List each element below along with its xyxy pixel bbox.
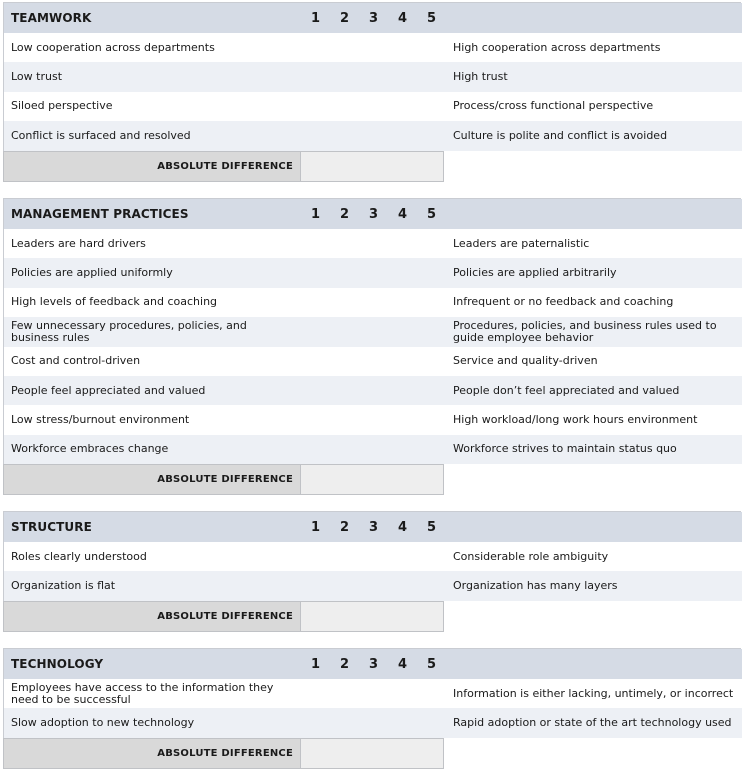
right-statement: Leaders are paternalistic xyxy=(446,229,742,258)
section-title: TECHNOLOGY xyxy=(4,649,301,679)
scale-header-1: 1 xyxy=(301,512,330,542)
left-statement: Low cooperation across departments xyxy=(4,33,301,62)
absolute-difference-label: ABSOLUTE DIFFERENCE xyxy=(3,601,300,632)
rating-cell-2[interactable] xyxy=(330,258,359,287)
absolute-difference-value[interactable] xyxy=(300,151,444,182)
rating-cell-1[interactable] xyxy=(301,347,330,376)
rating-cell-1[interactable] xyxy=(301,571,330,600)
scale-header-4: 4 xyxy=(388,649,417,679)
left-statement: Few unnecessary procedures, policies, and business rules xyxy=(4,317,301,346)
left-statement: Policies are applied uniformly xyxy=(4,258,301,287)
rating-cell-3[interactable] xyxy=(359,347,388,376)
right-statement: Organization has many layers xyxy=(446,571,742,600)
absolute-difference-label: ABSOLUTE DIFFERENCE xyxy=(3,464,300,495)
scale-header-4: 4 xyxy=(388,512,417,542)
scale-header-1: 1 xyxy=(301,3,330,33)
right-statement: Culture is polite and conflict is avoided xyxy=(446,121,742,150)
rating-cell-4[interactable] xyxy=(388,571,417,600)
rating-cell-1[interactable] xyxy=(301,405,330,434)
section-title: TEAMWORK xyxy=(4,3,301,33)
right-statement: People don’t feel appreciated and valued xyxy=(446,376,742,405)
rating-cell-1[interactable] xyxy=(301,317,330,346)
rating-cell-3[interactable] xyxy=(359,317,388,346)
rating-cell-2[interactable] xyxy=(330,62,359,91)
right-statement: High trust xyxy=(446,62,742,91)
rating-cell-2[interactable] xyxy=(330,229,359,258)
header-blank xyxy=(446,649,742,679)
left-statement: Leaders are hard drivers xyxy=(4,229,301,258)
left-statement: People feel appreciated and valued xyxy=(4,376,301,405)
section-management-practices xyxy=(3,198,741,495)
absolute-difference-row xyxy=(3,464,741,495)
rating-cell-3[interactable] xyxy=(359,542,388,571)
rating-cell-5[interactable] xyxy=(417,542,446,571)
scale-header-5: 5 xyxy=(417,199,446,229)
scale-header-3: 3 xyxy=(359,512,388,542)
rating-cell-2[interactable] xyxy=(330,121,359,150)
rating-cell-1[interactable] xyxy=(301,376,330,405)
rating-cell-5[interactable] xyxy=(417,571,446,600)
rating-cell-1[interactable] xyxy=(301,258,330,287)
rating-cell-4[interactable] xyxy=(388,708,417,737)
rating-cell-4[interactable] xyxy=(388,435,417,464)
right-statement: Process/cross functional perspective xyxy=(446,92,742,121)
rating-cell-2[interactable] xyxy=(330,376,359,405)
rating-cell-1[interactable] xyxy=(301,92,330,121)
rating-cell-2[interactable] xyxy=(330,288,359,317)
rating-cell-1[interactable] xyxy=(301,121,330,150)
section-title: MANAGEMENT PRACTICES xyxy=(4,199,301,229)
absolute-difference-value[interactable] xyxy=(300,464,444,495)
left-statement: Roles clearly understood xyxy=(4,542,301,571)
rating-cell-4[interactable] xyxy=(388,317,417,346)
rating-cell-2[interactable] xyxy=(330,679,359,708)
rating-cell-5[interactable] xyxy=(417,62,446,91)
rating-cell-2[interactable] xyxy=(330,33,359,62)
absolute-difference-label: ABSOLUTE DIFFERENCE xyxy=(3,738,300,769)
rating-cell-5[interactable] xyxy=(417,317,446,346)
rating-cell-5[interactable] xyxy=(417,258,446,287)
rating-cell-5[interactable] xyxy=(417,376,446,405)
section-structure xyxy=(3,511,741,632)
absolute-difference-label: ABSOLUTE DIFFERENCE xyxy=(3,151,300,182)
rating-cell-1[interactable] xyxy=(301,288,330,317)
scale-header-2: 2 xyxy=(330,199,359,229)
scale-header-5: 5 xyxy=(417,3,446,33)
rating-cell-5[interactable] xyxy=(417,121,446,150)
section-table xyxy=(3,648,741,738)
rating-cell-3[interactable] xyxy=(359,121,388,150)
right-statement: Considerable role ambiguity xyxy=(446,542,742,571)
rating-cell-3[interactable] xyxy=(359,288,388,317)
rating-cell-3[interactable] xyxy=(359,376,388,405)
rating-cell-1[interactable] xyxy=(301,229,330,258)
rating-cell-1[interactable] xyxy=(301,33,330,62)
scale-header-5: 5 xyxy=(417,512,446,542)
scale-header-3: 3 xyxy=(359,649,388,679)
rating-cell-3[interactable] xyxy=(359,229,388,258)
rating-cell-5[interactable] xyxy=(417,347,446,376)
right-statement: Policies are applied arbitrarily xyxy=(446,258,742,287)
right-statement: High workload/long work hours environment xyxy=(446,405,742,434)
left-statement: Organization is flat xyxy=(4,571,301,600)
rating-cell-4[interactable] xyxy=(388,92,417,121)
scale-header-3: 3 xyxy=(359,3,388,33)
scale-header-4: 4 xyxy=(388,3,417,33)
absolute-difference-value[interactable] xyxy=(300,738,444,769)
rating-cell-3[interactable] xyxy=(359,258,388,287)
scale-header-1: 1 xyxy=(301,199,330,229)
left-statement: Employees have access to the information they need to be successful xyxy=(4,679,301,708)
section-technology xyxy=(3,648,741,769)
rating-cell-1[interactable] xyxy=(301,62,330,91)
rating-cell-4[interactable] xyxy=(388,376,417,405)
rating-cell-5[interactable] xyxy=(417,229,446,258)
rating-cell-4[interactable] xyxy=(388,121,417,150)
absolute-difference-row xyxy=(3,151,741,182)
rating-cell-2[interactable] xyxy=(330,708,359,737)
rating-cell-2[interactable] xyxy=(330,347,359,376)
rating-cell-5[interactable] xyxy=(417,405,446,434)
left-statement: Workforce embraces change xyxy=(4,435,301,464)
section-teamwork xyxy=(3,2,741,182)
rating-cell-3[interactable] xyxy=(359,708,388,737)
left-statement: Siloed perspective xyxy=(4,92,301,121)
rating-cell-5[interactable] xyxy=(417,92,446,121)
left-statement: Slow adoption to new technology xyxy=(4,708,301,737)
right-statement: High cooperation across departments xyxy=(446,33,742,62)
rating-cell-1[interactable] xyxy=(301,542,330,571)
absolute-difference-row xyxy=(3,601,741,632)
rating-cell-4[interactable] xyxy=(388,33,417,62)
left-statement: Conflict is surfaced and resolved xyxy=(4,121,301,150)
section-table xyxy=(3,511,741,601)
rating-cell-4[interactable] xyxy=(388,62,417,91)
scale-header-2: 2 xyxy=(330,3,359,33)
left-statement: High levels of feedback and coaching xyxy=(4,288,301,317)
right-statement: Workforce strives to maintain status quo xyxy=(446,435,742,464)
rating-cell-3[interactable] xyxy=(359,92,388,121)
rating-cell-2[interactable] xyxy=(330,571,359,600)
scale-header-2: 2 xyxy=(330,649,359,679)
scale-header-5: 5 xyxy=(417,649,446,679)
section-table xyxy=(3,2,741,151)
scale-header-4: 4 xyxy=(388,199,417,229)
header-blank xyxy=(446,512,742,542)
right-statement: Rapid adoption or state of the art technology used xyxy=(446,708,742,737)
rating-cell-1[interactable] xyxy=(301,435,330,464)
rating-cell-3[interactable] xyxy=(359,679,388,708)
rating-cell-1[interactable] xyxy=(301,708,330,737)
rating-cell-1[interactable] xyxy=(301,679,330,708)
left-statement: Cost and control-driven xyxy=(4,347,301,376)
right-statement: Information is either lacking, untimely, or incorrect xyxy=(446,679,742,708)
left-statement: Low trust xyxy=(4,62,301,91)
rating-cell-5[interactable] xyxy=(417,679,446,708)
rating-cell-4[interactable] xyxy=(388,288,417,317)
rating-cell-4[interactable] xyxy=(388,229,417,258)
rating-cell-3[interactable] xyxy=(359,405,388,434)
rating-cell-5[interactable] xyxy=(417,33,446,62)
rating-cell-2[interactable] xyxy=(330,405,359,434)
rating-cell-5[interactable] xyxy=(417,708,446,737)
rating-cell-4[interactable] xyxy=(388,405,417,434)
section-table xyxy=(3,198,741,464)
rating-cell-5[interactable] xyxy=(417,435,446,464)
rating-cell-3[interactable] xyxy=(359,571,388,600)
rating-cell-3[interactable] xyxy=(359,33,388,62)
right-statement: Infrequent or no feedback and coaching xyxy=(446,288,742,317)
rating-cell-4[interactable] xyxy=(388,258,417,287)
rating-cell-2[interactable] xyxy=(330,542,359,571)
rating-cell-3[interactable] xyxy=(359,435,388,464)
rating-cell-4[interactable] xyxy=(388,542,417,571)
section-title: STRUCTURE xyxy=(4,512,301,542)
rating-cell-4[interactable] xyxy=(388,347,417,376)
header-blank xyxy=(446,3,742,33)
scale-header-3: 3 xyxy=(359,199,388,229)
rating-cell-5[interactable] xyxy=(417,288,446,317)
rating-cell-2[interactable] xyxy=(330,317,359,346)
rating-cell-2[interactable] xyxy=(330,435,359,464)
scale-header-2: 2 xyxy=(330,512,359,542)
rating-cell-2[interactable] xyxy=(330,92,359,121)
scale-header-1: 1 xyxy=(301,649,330,679)
left-statement: Low stress/burnout environment xyxy=(4,405,301,434)
absolute-difference-value[interactable] xyxy=(300,601,444,632)
rating-cell-4[interactable] xyxy=(388,679,417,708)
rating-cell-3[interactable] xyxy=(359,62,388,91)
absolute-difference-row xyxy=(3,738,741,769)
right-statement: Procedures, policies, and business rules used to guide employee behavior xyxy=(446,317,742,346)
header-blank xyxy=(446,199,742,229)
right-statement: Service and quality-driven xyxy=(446,347,742,376)
